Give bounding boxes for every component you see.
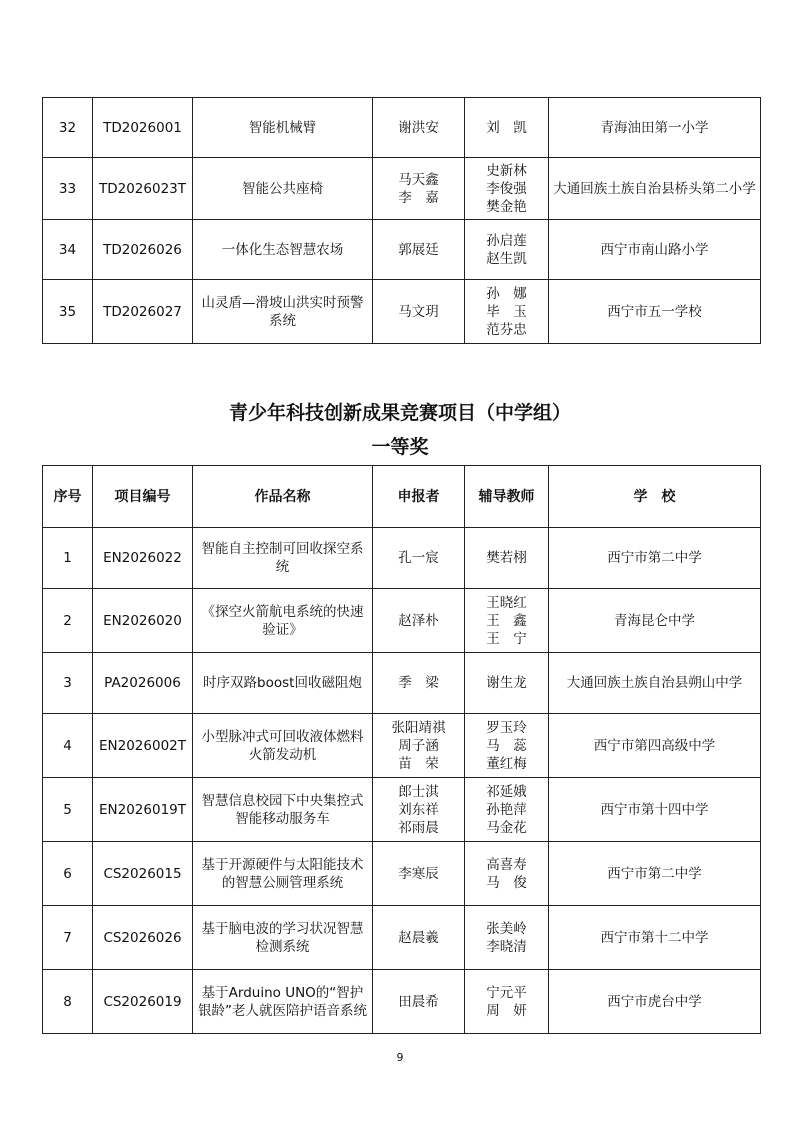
cell-applicant: 赵晨羲 — [373, 906, 465, 970]
cell-no: 1 — [43, 528, 93, 589]
cell-applicant: 孔一宸 — [373, 528, 465, 589]
cell-teacher: 孙启莲 赵生凯 — [465, 220, 549, 280]
cell-teacher: 孙 娜 毕 玉 范芬忠 — [465, 280, 549, 344]
cell-name: 智能自主控制可回收探空系统 — [193, 528, 373, 589]
cell-no: 6 — [43, 842, 93, 906]
cell-name: 基于开源硬件与太阳能技术的智慧公厕管理系统 — [193, 842, 373, 906]
cell-name: 《探空火箭航电系统的快速验证》 — [193, 589, 373, 653]
cell-applicant: 李寒辰 — [373, 842, 465, 906]
cell-name: 山灵盾—滑坡山洪实时预警系统 — [193, 280, 373, 344]
cell-name: 时序双路boost回收磁阻炮 — [193, 653, 373, 714]
cell-school: 青海昆仑中学 — [549, 589, 761, 653]
cell-name: 基于脑电波的学习状况智慧检测系统 — [193, 906, 373, 970]
cell-teacher: 宁元平 周 妍 — [465, 970, 549, 1034]
table-row — [43, 158, 761, 220]
cell-code: EN2026002T — [93, 714, 193, 778]
cell-school: 大通回族土族自治县朔山中学 — [549, 653, 761, 714]
cell-no: 2 — [43, 589, 93, 653]
cell-code: EN2026022 — [93, 528, 193, 589]
header-no: 序号 — [43, 466, 93, 528]
cell-name: 智能公共座椅 — [193, 158, 373, 220]
cell-code: CS2026026 — [93, 906, 193, 970]
cell-school: 西宁市第十四中学 — [549, 778, 761, 842]
cell-code: TD2026023T — [93, 158, 193, 220]
cell-school: 西宁市第二中学 — [549, 528, 761, 589]
table-row — [43, 906, 761, 970]
cell-school: 西宁市第四高级中学 — [549, 714, 761, 778]
table-main — [42, 465, 761, 1034]
cell-applicant: 马天鑫 李 嘉 — [373, 158, 465, 220]
cell-applicant: 季 梁 — [373, 653, 465, 714]
table-row — [43, 714, 761, 778]
table-row — [43, 98, 761, 158]
cell-school: 西宁市南山路小学 — [549, 220, 761, 280]
table-top — [42, 97, 761, 344]
cell-code: EN2026019T — [93, 778, 193, 842]
cell-school: 西宁市第十二中学 — [549, 906, 761, 970]
cell-no: 3 — [43, 653, 93, 714]
cell-name: 一体化生态智慧农场 — [193, 220, 373, 280]
table-row — [43, 220, 761, 280]
cell-no: 7 — [43, 906, 93, 970]
header-name: 作品名称 — [193, 466, 373, 528]
cell-school: 西宁市虎台中学 — [549, 970, 761, 1034]
cell-applicant: 郭展廷 — [373, 220, 465, 280]
cell-code: CS2026019 — [93, 970, 193, 1034]
cell-applicant: 郎士淇 刘东祥 祁雨晨 — [373, 778, 465, 842]
cell-code: EN2026020 — [93, 589, 193, 653]
cell-teacher: 樊若栩 — [465, 528, 549, 589]
cell-no: 32 — [43, 98, 93, 158]
cell-teacher: 罗玉玲 马 蕊 董红梅 — [465, 714, 549, 778]
cell-applicant: 赵泽朴 — [373, 589, 465, 653]
cell-school: 西宁市第二中学 — [549, 842, 761, 906]
cell-code: TD2026001 — [93, 98, 193, 158]
cell-teacher: 王晓红 王 鑫 王 宁 — [465, 589, 549, 653]
cell-teacher: 史新林 李俊强 樊金艳 — [465, 158, 549, 220]
cell-code: PA2026006 — [93, 653, 193, 714]
cell-no: 4 — [43, 714, 93, 778]
cell-teacher: 张美岭 李晓清 — [465, 906, 549, 970]
cell-teacher: 刘 凯 — [465, 98, 549, 158]
cell-school: 大通回族土族自治县桥头第二小学 — [549, 158, 761, 220]
cell-applicant: 张阳靖祺 周子涵 苗 荣 — [373, 714, 465, 778]
cell-no: 34 — [43, 220, 93, 280]
cell-school: 西宁市五一学校 — [549, 280, 761, 344]
table-row — [43, 653, 761, 714]
cell-applicant: 田晨希 — [373, 970, 465, 1034]
header-teacher: 辅导教师 — [465, 466, 549, 528]
cell-name: 基于Arduino UNO的“智护银龄”老人就医陪护语音系统 — [193, 970, 373, 1034]
cell-no: 5 — [43, 778, 93, 842]
table-row — [43, 280, 761, 344]
cell-no: 33 — [43, 158, 93, 220]
header-code: 项目编号 — [93, 466, 193, 528]
cell-no: 35 — [43, 280, 93, 344]
cell-school: 青海油田第一小学 — [549, 98, 761, 158]
cell-name: 智慧信息校园下中央集控式智能移动服务车 — [193, 778, 373, 842]
table-row — [43, 589, 761, 653]
cell-code: TD2026027 — [93, 280, 193, 344]
table-row — [43, 842, 761, 906]
cell-teacher: 高喜寿 马 俊 — [465, 842, 549, 906]
section-title: 青少年科技创新成果竞赛项目（中学组） — [228, 402, 571, 424]
section-subtitle: 一等奖 — [371, 436, 429, 458]
cell-applicant: 谢洪安 — [373, 98, 465, 158]
cell-teacher: 祁延娥 孙艳萍 马金花 — [465, 778, 549, 842]
cell-code: TD2026026 — [93, 220, 193, 280]
table-row — [43, 778, 761, 842]
cell-code: CS2026015 — [93, 842, 193, 906]
cell-teacher: 谢生龙 — [465, 653, 549, 714]
cell-no: 8 — [43, 970, 93, 1034]
table-row — [43, 528, 761, 589]
cell-applicant: 马文玥 — [373, 280, 465, 344]
table-row — [43, 970, 761, 1034]
header-school: 学 校 — [549, 466, 761, 528]
page-number: 9 — [396, 1051, 404, 1064]
cell-name: 小型脉冲式可回收液体燃料火箭发动机 — [193, 714, 373, 778]
header-row — [43, 466, 761, 528]
header-applicant: 申报者 — [373, 466, 465, 528]
cell-name: 智能机械臂 — [193, 98, 373, 158]
